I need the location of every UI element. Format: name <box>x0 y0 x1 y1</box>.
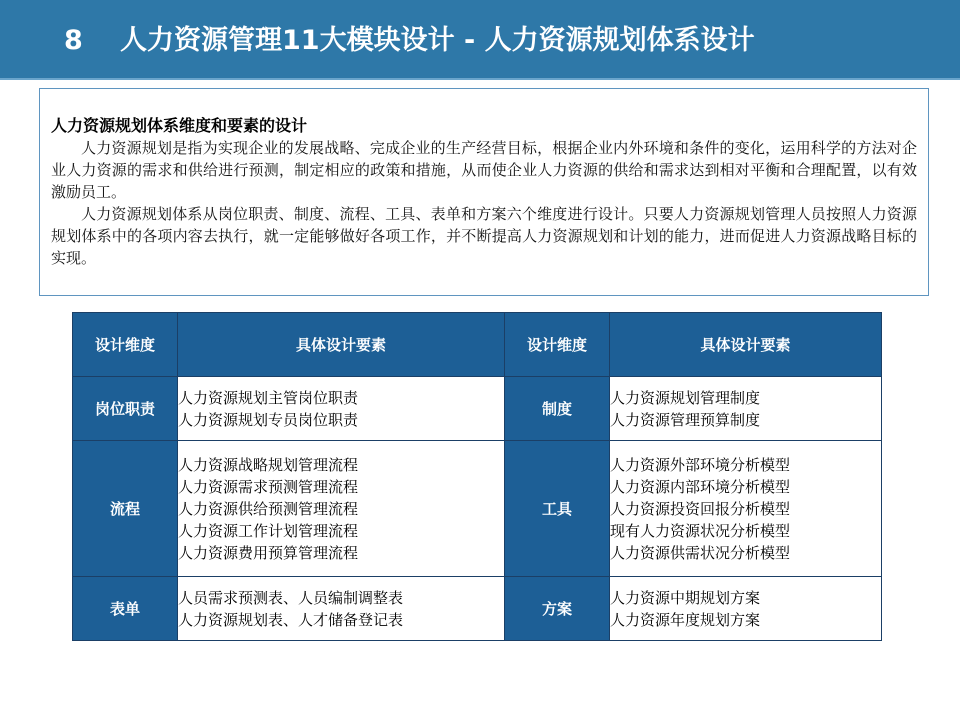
table-row <box>73 377 882 441</box>
elements-cell <box>178 577 505 641</box>
dimension-cell: 方案 <box>505 577 610 641</box>
intro-paragraph-1: 人力资源规划是指为实现企业的发展战略、完成企业的生产经营目标，根据企业内外环境和条件的变化，运用科学的方法对企业人力资源的需求和供给进行预测，制定相应的政策和措施，从而使企业人力资源的供给和需求达到相对平衡和合理配置，以有效激励员工。 <box>51 139 917 201</box>
element-item: 人力资源投资回报分析模型 <box>610 499 791 518</box>
element-item: 人力资源年度规划方案 <box>610 610 761 629</box>
dimension-cell: 制度 <box>505 377 610 441</box>
elements-cell <box>610 377 882 441</box>
slide-title: 人力资源管理11大模块设计 - 人力资源规划体系设计 <box>120 25 755 56</box>
element-item: 现有人力资源状况分析模型 <box>610 521 791 540</box>
element-item: 人力资源内部环境分析模型 <box>610 477 791 496</box>
element-item: 人力资源外部环境分析模型 <box>610 455 791 474</box>
table-header-row <box>73 313 882 377</box>
header-elements-right: 具体设计要素 <box>610 313 882 377</box>
elements-cell <box>610 441 882 577</box>
element-item: 人员需求预测表、人员编制调整表 <box>178 588 404 607</box>
element-item: 人力资源战略规划管理流程 <box>178 455 359 474</box>
header-dimension-right: 设计维度 <box>505 313 610 377</box>
dimension-cell: 工具 <box>505 441 610 577</box>
element-item: 人力资源供给预测管理流程 <box>178 499 359 518</box>
dimension-cell: 流程 <box>73 441 178 577</box>
elements-cell <box>178 377 505 441</box>
table-row <box>73 441 882 577</box>
element-item: 人力资源规划主管岗位职责 <box>178 388 359 407</box>
elements-cell <box>178 441 505 577</box>
intro-text-box <box>39 88 929 296</box>
intro-heading: 人力资源规划体系维度和要素的设计 <box>51 116 308 135</box>
design-dimensions-table <box>72 312 882 641</box>
dimension-cell: 岗位职责 <box>73 377 178 441</box>
element-item: 人力资源中期规划方案 <box>610 588 761 607</box>
title-bar <box>0 0 960 80</box>
dimension-cell: 表单 <box>73 577 178 641</box>
element-item: 人力资源规划专员岗位职责 <box>178 410 359 429</box>
element-item: 人力资源需求预测管理流程 <box>178 477 359 496</box>
table-row <box>73 577 882 641</box>
elements-cell <box>610 577 882 641</box>
element-item: 人力资源供需状况分析模型 <box>610 543 791 562</box>
element-item: 人力资源费用预算管理流程 <box>178 543 359 562</box>
slide-number: 8 <box>64 25 83 56</box>
element-item: 人力资源规划管理制度 <box>610 388 761 407</box>
element-item: 人力资源管理预算制度 <box>610 410 761 429</box>
header-elements-left: 具体设计要素 <box>178 313 505 377</box>
intro-paragraph-2: 人力资源规划体系从岗位职责、制度、流程、工具、表单和方案六个维度进行设计。只要人力资源规划管理人员按照人力资源规划体系中的各项内容去执行，就一定能够做好各项工作，并不断提高人力资源规划和计划的能力，进而促进人力资源战略目标的实现。 <box>51 205 917 267</box>
header-dimension-left: 设计维度 <box>73 313 178 377</box>
element-item: 人力资源规划表、人才储备登记表 <box>178 610 404 629</box>
element-item: 人力资源工作计划管理流程 <box>178 521 359 540</box>
